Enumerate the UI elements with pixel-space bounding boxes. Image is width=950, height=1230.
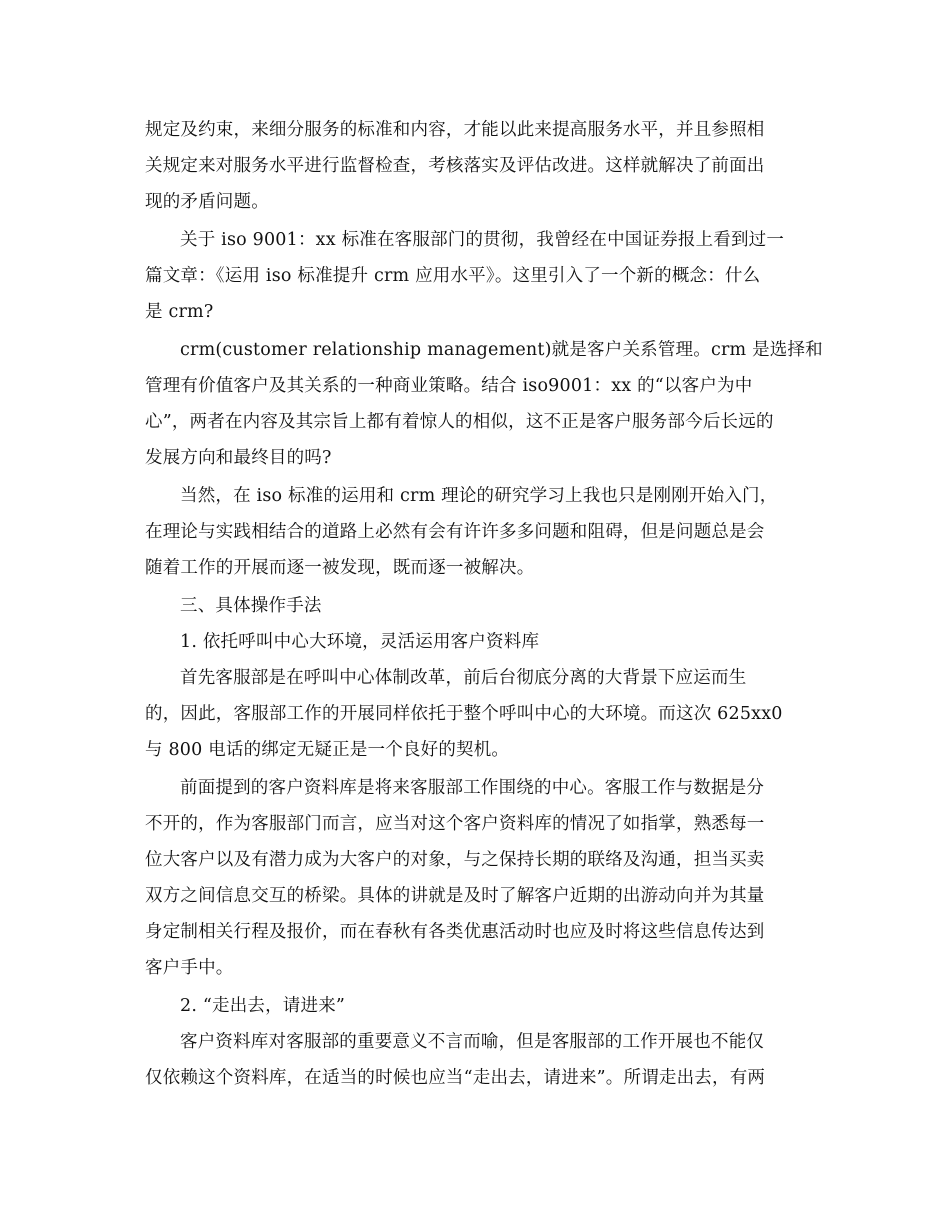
text-line: 的，因此，客服部工作的开展同样依托于整个呼叫中心的大环境。而这次 625xx0	[145, 704, 783, 724]
paragraph-first-line: 当然，在 iso 标准的运用和 crm 理论的研究学习上我也只是刚刚开始入门，	[180, 486, 778, 506]
text-line: 仅依赖这个资料库，在适当的时候也应当“走出去，请进来”。所谓走出去，有两	[145, 1068, 766, 1088]
text-line: 与 800 电话的绑定无疑正是一个良好的契机。	[145, 740, 510, 760]
subsection-heading: 1. 依托呼叫中心大环境，灵活运用客户资料库	[180, 632, 540, 652]
text-line: 双方之间信息交互的桥梁。具体的讲就是及时了解客户近期的出游动向并为其量	[145, 886, 765, 906]
text-line: 篇文章：《运用 iso 标准提升 crm 应用水平》。这里引入了一个新的概念：什么	[145, 266, 761, 286]
text-line: 管理有价值客户及其关系的一种商业策略。结合 iso9001：xx 的“以客户为中	[145, 376, 753, 396]
text-line: 发展方向和最终目的吗?	[145, 448, 332, 468]
text-line: 客户手中。	[145, 958, 234, 978]
text-line: 心”，两者在内容及其宗旨上都有着惊人的相似，这不正是客户服务部今后长远的	[145, 412, 774, 432]
text-line: 在理论与实践相结合的道路上必然有会有许许多多问题和阻碍，但是问题总是会	[145, 522, 765, 542]
paragraph-first-line: crm(customer relationship management)就是客户关系管理。crm 是选择和	[180, 340, 823, 360]
text-line: 身定制相关行程及报价，而在春秋有各类优惠活动时也应及时将这些信息传达到	[145, 922, 765, 942]
paragraph-first-line: 前面提到的客户资料库是将来客服部工作围绕的中心。客服工作与数据是分	[180, 778, 765, 798]
text-line: 随着工作的开展而逐一被发现，既而逐一被解决。	[145, 558, 535, 578]
section-heading: 三、具体操作手法	[180, 596, 322, 616]
paragraph-first-line: 首先客服部是在呼叫中心体制改革，前后台彻底分离的大背景下应运而生	[180, 668, 747, 688]
paragraph-first-line: 关于 iso 9001：xx 标准在客服部门的贯彻，我曾经在中国证券报上看到过一	[180, 230, 785, 250]
text-line: 是 crm?	[145, 302, 214, 322]
text-line: 位大客户以及有潜力成为大客户的对象，与之保持长期的联络及沟通，担当买卖	[145, 850, 765, 870]
text-line: 关规定来对服务水平进行监督检查，考核落实及评估改进。这样就解决了前面出	[145, 156, 765, 176]
text-line: 不开的，作为客服部门而言，应当对这个客户资料库的情况了如指掌，熟悉每一	[145, 814, 765, 834]
text-line: 现的矛盾问题。	[145, 192, 269, 212]
text-line: 规定及约束，来细分服务的标准和内容，才能以此来提高服务水平，并且参照相	[145, 120, 765, 140]
paragraph-first-line: 客户资料库对客服部的重要意义不言而喻，但是客服部的工作开展也不能仅	[180, 1032, 765, 1052]
subsection-heading: 2. “走出去，请进来”	[180, 996, 346, 1016]
